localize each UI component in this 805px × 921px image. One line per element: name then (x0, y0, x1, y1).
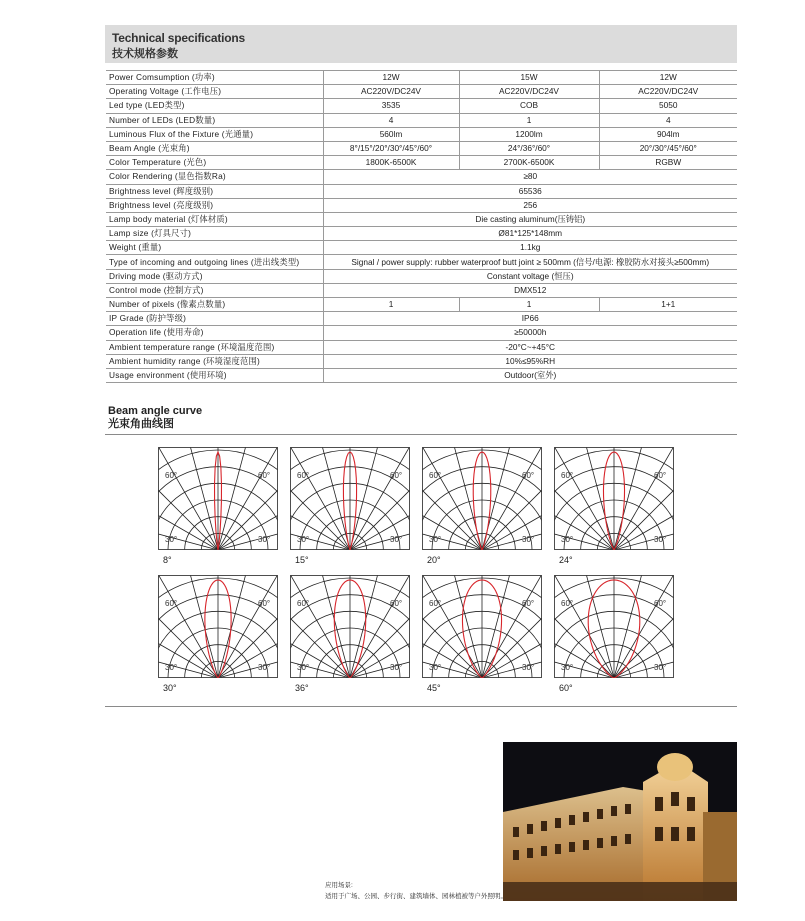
spec-value: AC220V/DC24V (323, 85, 459, 99)
axis-label-60-left: 60° (165, 471, 178, 480)
spec-row (106, 269, 737, 283)
polar-plot (554, 447, 674, 550)
spec-value: 24°/36°/60° (459, 141, 599, 155)
section-divider-top (105, 434, 737, 435)
spec-row (106, 184, 737, 198)
spec-value: Outdoor(室外) (323, 368, 737, 382)
beam-curve-7 (554, 575, 674, 693)
spec-value: ≥50000h (323, 326, 737, 340)
axis-label-30-right: 30° (654, 535, 667, 544)
application-text: 适用于广场、公园、步行街、建筑墙体、园林植被等户外照明。 (325, 893, 507, 900)
polar-plot (290, 575, 410, 678)
spec-row (106, 241, 737, 255)
spec-label: Driving mode (驱动方式) (106, 269, 323, 283)
beam-angle-label: 60° (559, 683, 573, 693)
polar-plot (422, 447, 542, 550)
spec-value: 1200lm (459, 127, 599, 141)
spec-value: 10%≤95%RH (323, 354, 737, 368)
axis-label-60-right: 60° (258, 471, 271, 480)
axis-label-60-right: 60° (258, 599, 271, 608)
axis-label-30-right: 30° (390, 535, 403, 544)
axis-label-30-right: 30° (258, 663, 271, 672)
spec-label: Ambient temperature range (环境温度范围) (106, 340, 323, 354)
axis-label-30-left: 30° (561, 535, 574, 544)
spec-row (106, 255, 737, 269)
spec-value: 4 (323, 113, 459, 127)
spec-value: 5050 (599, 99, 737, 113)
axis-label-30-left: 30° (429, 535, 442, 544)
spec-value: 4 (599, 113, 737, 127)
spec-value: Ø81*125*148mm (323, 227, 737, 241)
spec-value: 1 (323, 298, 459, 312)
spec-row (106, 99, 737, 113)
beam-curve-1 (290, 447, 410, 565)
spec-value: 2700K-6500K (459, 156, 599, 170)
beam-curve-3 (554, 447, 674, 565)
beam-angle-label: 30° (163, 683, 177, 693)
axis-label-30-left: 30° (561, 663, 574, 672)
axis-label-60-left: 60° (297, 471, 310, 480)
axis-label-60-left: 60° (165, 599, 178, 608)
spec-label: Power Comsumption (功率) (106, 71, 323, 85)
beam-curve-2 (422, 447, 542, 565)
axis-label-30-left: 30° (165, 663, 178, 672)
polar-plot (554, 575, 674, 678)
spec-label: Lamp size (灯具尺寸) (106, 227, 323, 241)
spec-row (106, 326, 737, 340)
axis-label-30-right: 30° (522, 535, 535, 544)
axis-label-60-right: 60° (522, 471, 535, 480)
spec-label: Brightness level (辉度级别) (106, 184, 323, 198)
spec-row (106, 85, 737, 99)
spec-row (106, 368, 737, 382)
polar-plot (158, 575, 278, 678)
beam-angle-label: 45° (427, 683, 441, 693)
spec-row (106, 312, 737, 326)
spec-label: Control mode (控制方式) (106, 283, 323, 297)
axis-label-30-right: 30° (522, 663, 535, 672)
axis-label-30-right: 30° (258, 535, 271, 544)
axis-label-60-right: 60° (390, 471, 403, 480)
axis-label-60-right: 60° (654, 471, 667, 480)
spec-row (106, 227, 737, 241)
spec-row (106, 198, 737, 212)
spec-value: 15W (459, 71, 599, 85)
beam-title-cn: 光束角曲线图 (108, 418, 174, 430)
axis-label-60-left: 60° (561, 599, 574, 608)
spec-value: 12W (599, 71, 737, 85)
polar-plot (158, 447, 278, 550)
axis-label-30-left: 30° (165, 535, 178, 544)
beam-section-title (108, 405, 202, 431)
spec-row (106, 354, 737, 368)
spec-value: Signal / power supply: rubber waterproof butt joint ≥ 500mm (信号/电源: 橡胶防水对接头≥500mm) (323, 255, 737, 269)
spec-value: 1 (459, 298, 599, 312)
spec-label: Color Temperature (光色) (106, 156, 323, 170)
spec-value: ≥80 (323, 170, 737, 184)
section-divider-bottom (105, 706, 737, 707)
spec-table (106, 70, 737, 383)
spec-label: Led type (LED类型) (106, 99, 323, 113)
spec-label: Lamp body material (灯体材质) (106, 212, 323, 226)
spec-row (106, 141, 737, 155)
spec-value: 256 (323, 198, 737, 212)
beam-curve-0 (158, 447, 278, 565)
spec-label: Color Rendering (显色指数Ra) (106, 170, 323, 184)
spec-value: RGBW (599, 156, 737, 170)
axis-label-30-left: 30° (297, 663, 310, 672)
spec-value: 3535 (323, 99, 459, 113)
beam-angle-label: 24° (559, 555, 573, 565)
axis-label-30-left: 30° (297, 535, 310, 544)
spec-header-band (105, 25, 737, 63)
spec-row (106, 170, 737, 184)
spec-value: 904lm (599, 127, 737, 141)
spec-value: 65536 (323, 184, 737, 198)
axis-label-60-left: 60° (429, 471, 442, 480)
axis-label-60-right: 60° (654, 599, 667, 608)
spec-label: Operating Voltage (工作电压) (106, 85, 323, 99)
spec-row (106, 156, 737, 170)
application-note (325, 880, 507, 902)
spec-value: 1+1 (599, 298, 737, 312)
axis-label-60-left: 60° (429, 599, 442, 608)
spec-value: 8°/15°/20°/30°/45°/60° (323, 141, 459, 155)
spec-value: 1 (459, 113, 599, 127)
spec-label: IP Grade (防护等级) (106, 312, 323, 326)
beam-title-en: Beam angle curve (108, 405, 203, 417)
spec-value: COB (459, 99, 599, 113)
spec-value: 20°/30°/45°/60° (599, 141, 737, 155)
spec-value: AC220V/DC24V (599, 85, 737, 99)
polar-plot (290, 447, 410, 550)
spec-row (106, 283, 737, 297)
axis-label-60-right: 60° (390, 599, 403, 608)
polar-plot (422, 575, 542, 678)
application-heading: 应用场景: (325, 882, 353, 889)
spec-value: 1.1kg (323, 241, 737, 255)
spec-value: Die casting aluminum(压铸铝) (323, 212, 737, 226)
spec-label: Number of LEDs (LED数量) (106, 113, 323, 127)
spec-title-cn: 技术规格参数 (112, 48, 178, 60)
spec-title-en: Technical specifications (112, 31, 246, 45)
application-photo (503, 742, 737, 901)
beam-angle-label: 36° (295, 683, 309, 693)
axis-label-30-right: 30° (654, 663, 667, 672)
spec-row (106, 71, 737, 85)
spec-value: DMX512 (323, 283, 737, 297)
spec-row (106, 127, 737, 141)
spec-row (106, 340, 737, 354)
spec-label: Ambient humidity range (环境湿度范围) (106, 354, 323, 368)
spec-label: Weight (重量) (106, 241, 323, 255)
beam-angle-label: 8° (163, 555, 172, 565)
night-building-illustration (503, 742, 737, 901)
axis-label-30-left: 30° (429, 663, 442, 672)
spec-row (106, 298, 737, 312)
spec-row (106, 212, 737, 226)
axis-label-60-left: 60° (561, 471, 574, 480)
spec-row (106, 113, 737, 127)
beam-curve-6 (422, 575, 542, 693)
spec-label: Beam Angle (光束角) (106, 141, 323, 155)
axis-label-30-right: 30° (390, 663, 403, 672)
beam-angle-label: 20° (427, 555, 441, 565)
spec-label: Brightness level (亮度级别) (106, 198, 323, 212)
beam-curve-4 (158, 575, 278, 693)
spec-value: 1800K-6500K (323, 156, 459, 170)
spec-value: 12W (323, 71, 459, 85)
spec-label: Number of pixels (像素点数量) (106, 298, 323, 312)
axis-label-60-left: 60° (297, 599, 310, 608)
axis-label-60-right: 60° (522, 599, 535, 608)
spec-value: 560lm (323, 127, 459, 141)
beam-angle-label: 15° (295, 555, 309, 565)
spec-value: Constant voltage (恒压) (323, 269, 737, 283)
spec-value: AC220V/DC24V (459, 85, 599, 99)
spec-value: IP66 (323, 312, 737, 326)
spec-label: Luminous Flux of the Fixture (光通量) (106, 127, 323, 141)
spec-label: Operation life (使用寿命) (106, 326, 323, 340)
spec-label: Type of incoming and outgoing lines (进出线类型) (106, 255, 323, 269)
spec-label: Usage environment (使用环境) (106, 368, 323, 382)
beam-curve-5 (290, 575, 410, 693)
spec-value: -20°C~+45°C (323, 340, 737, 354)
